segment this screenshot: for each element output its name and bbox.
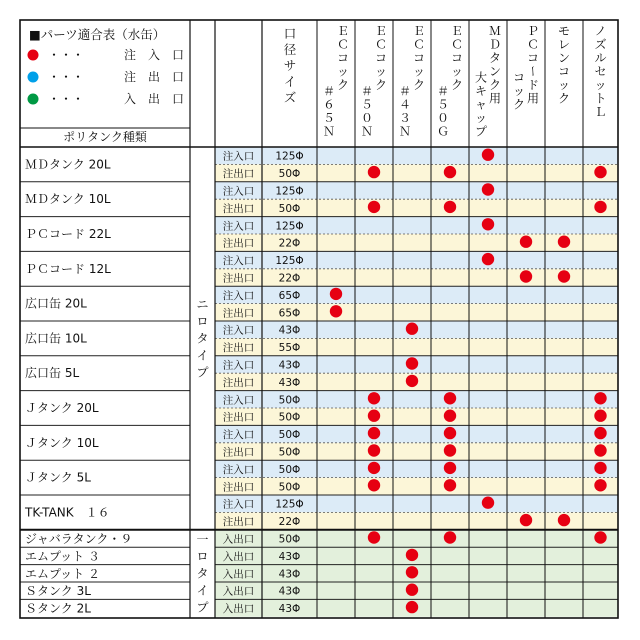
size-label: 125Φ	[275, 498, 304, 511]
fit-dot-icon	[444, 444, 456, 456]
port-label: 注入口	[222, 394, 255, 407]
row-background	[215, 408, 618, 425]
port-label: 注入口	[222, 463, 255, 476]
fit-dot-icon	[406, 601, 418, 613]
header-char: Ｃ	[336, 37, 350, 52]
type-label-char: プ	[196, 600, 209, 615]
port-label: 入出口	[222, 550, 255, 563]
size-label: 125Φ	[275, 220, 304, 233]
header-char: Ｐ	[526, 24, 540, 38]
header-char: コ	[512, 70, 526, 85]
column-header-0-sub	[323, 84, 335, 139]
tank-name: エムプット ３	[25, 549, 100, 564]
size-label: 50Φ	[278, 533, 301, 546]
header-char: ク	[412, 78, 426, 92]
header-char: キ	[474, 84, 488, 99]
row-background	[215, 425, 618, 442]
tank-name: Ｓタンク 2L	[25, 601, 91, 616]
row-background	[215, 199, 618, 216]
row-background	[215, 460, 618, 477]
legend-dot-icon	[28, 50, 39, 61]
size-label: 43Φ	[278, 324, 301, 337]
fit-dot-icon	[406, 549, 418, 561]
header-char: ＃	[436, 84, 450, 99]
type-label-char: ロ	[196, 549, 209, 564]
size-label: 43Φ	[278, 603, 301, 616]
column-header-6	[558, 24, 570, 106]
header-char: ク	[374, 78, 388, 92]
header-char: Ｌ	[594, 105, 607, 119]
header-char: ッ	[512, 84, 526, 99]
type-label-char: タ	[196, 566, 209, 581]
type-label-char: ロ	[196, 314, 209, 329]
fit-dot-icon	[482, 218, 494, 230]
fit-dot-icon	[594, 392, 606, 404]
row-background	[215, 530, 618, 547]
fit-dot-icon	[594, 479, 606, 491]
header-char: Ｄ	[488, 37, 502, 52]
size-label: 50Φ	[278, 202, 301, 215]
size-label: 65Φ	[278, 289, 301, 302]
fit-dot-icon	[406, 357, 418, 369]
header-char: ャ	[474, 97, 488, 112]
row-background	[215, 164, 618, 181]
size-label: 22Φ	[278, 516, 301, 529]
header-char: ン	[557, 51, 571, 65]
fit-dot-icon	[520, 236, 532, 248]
size-column-header	[284, 26, 297, 105]
header-char: プ	[474, 124, 488, 139]
size-label: 43Φ	[278, 376, 301, 389]
size-label: 50Φ	[278, 463, 301, 476]
fit-dot-icon	[330, 305, 342, 317]
header-char: ク	[450, 78, 464, 92]
fit-dot-icon	[520, 514, 532, 526]
header-char: Ｎ	[322, 124, 336, 139]
header-char: ッ	[336, 64, 350, 79]
header-char: コ	[336, 51, 350, 65]
size-label: 50Φ	[278, 394, 301, 407]
header-char: モ	[557, 24, 571, 38]
tank-name: Ｓタンク 3L	[25, 584, 91, 599]
size-label: 50Φ	[278, 411, 301, 424]
type-label-0	[196, 297, 208, 379]
fit-dot-icon	[594, 201, 606, 213]
column-header-2-sub	[399, 84, 411, 139]
fit-dot-icon	[594, 166, 606, 178]
size-label: 65Φ	[278, 307, 301, 320]
tank-name: ジャバラタンク・９	[25, 532, 133, 546]
fit-dot-icon	[444, 427, 456, 439]
header-char: Ｅ	[450, 24, 464, 38]
header-char: Ｃ	[412, 37, 426, 52]
row-background	[215, 338, 618, 355]
fit-dot-icon	[558, 236, 570, 248]
header-char: Ｎ	[360, 124, 374, 139]
legend-dots: ・・・	[48, 70, 85, 84]
fit-dot-icon	[406, 375, 418, 387]
port-label: 注出口	[222, 307, 255, 320]
tank-name: Ｊタンク 10L	[25, 435, 99, 450]
fit-dot-icon	[444, 479, 456, 491]
legend-dots: ・・・	[48, 48, 85, 62]
port-label: 注出口	[222, 411, 255, 424]
size-label: 43Φ	[278, 568, 301, 581]
row-background	[215, 269, 618, 286]
tank-name: Ｊタンク 5L	[25, 470, 91, 485]
column-header-1	[375, 24, 387, 92]
header-char: 大	[474, 70, 488, 85]
column-header-0	[337, 24, 349, 92]
header-char: サ	[283, 58, 297, 73]
row-background	[215, 391, 618, 408]
header-char: 口	[283, 26, 297, 41]
port-label: 注出口	[222, 342, 255, 355]
header-char: ッ	[450, 64, 464, 79]
header-char: ズ	[594, 37, 607, 52]
header-char: 用	[488, 91, 502, 106]
fit-dot-icon	[406, 566, 418, 578]
size-label: 43Φ	[278, 550, 301, 563]
fit-dot-icon	[368, 444, 380, 456]
header-char: ク	[488, 78, 502, 92]
port-label: 入出口	[222, 603, 255, 616]
port-label: 注入口	[222, 359, 255, 372]
row-background	[215, 443, 618, 460]
type-label-char: イ	[196, 583, 209, 598]
row-background	[215, 478, 618, 495]
fit-dot-icon	[594, 410, 606, 422]
fit-dot-icon	[406, 584, 418, 596]
legend-dots: ・・・	[48, 92, 85, 106]
port-label: 注出口	[222, 202, 255, 215]
port-label: 注入口	[222, 220, 255, 233]
tank-name: ＰＣコード 22L	[25, 227, 111, 241]
port-label: 注入口	[222, 255, 255, 268]
header-char: ン	[488, 64, 502, 79]
port-label: 注入口	[222, 185, 255, 198]
port-label: 注入口	[222, 324, 255, 337]
header-char: ５	[322, 111, 336, 126]
fit-dot-icon	[594, 462, 606, 474]
size-label: 22Φ	[278, 272, 301, 285]
legend-label: 入 出 口	[123, 92, 184, 106]
header-char: コ	[557, 64, 571, 79]
header-char: Ｅ	[336, 24, 350, 38]
size-label: 125Φ	[275, 185, 304, 198]
fit-dot-icon	[444, 462, 456, 474]
tank-name: 広口缶 20L	[25, 296, 87, 311]
legend-dot-icon	[28, 94, 39, 105]
type-label-char: プ	[196, 365, 209, 380]
legend-label: 注 出 口	[123, 70, 184, 84]
header-char: ノ	[594, 24, 607, 38]
fit-dot-icon	[368, 166, 380, 178]
column-header-3-sub	[437, 84, 449, 139]
header-char: ４	[398, 97, 412, 112]
header-char: コ	[374, 51, 388, 65]
type-label-char: ニ	[196, 297, 209, 312]
column-header-1-sub	[361, 84, 373, 139]
port-label: 注出口	[222, 376, 255, 389]
size-label: 50Φ	[278, 429, 301, 442]
header-char: ル	[594, 51, 607, 65]
column-header-2	[413, 24, 425, 92]
header-char: ０	[436, 111, 450, 126]
column-header-3	[451, 24, 463, 92]
tank-name: ＰＣコード 12L	[25, 261, 111, 276]
fit-dot-icon	[368, 410, 380, 422]
row-background	[215, 304, 618, 321]
fit-dot-icon	[368, 427, 380, 439]
column-header-5	[526, 24, 540, 106]
size-label: 125Φ	[275, 255, 304, 268]
legend-dot-icon	[28, 72, 39, 83]
size-label: 22Φ	[278, 237, 301, 250]
type-label-char: タ	[196, 331, 209, 346]
header-char: コ	[450, 51, 464, 65]
size-label: 43Φ	[278, 585, 301, 598]
size-label: 43Φ	[278, 359, 301, 372]
table-title: ■パーツ適合表（水缶）	[29, 27, 166, 42]
fit-dot-icon	[558, 270, 570, 282]
header-char: コ	[412, 51, 426, 65]
fit-dot-icon	[444, 531, 456, 543]
header-char: Ｎ	[398, 124, 412, 139]
size-label: 50Φ	[278, 481, 301, 494]
port-label: 注出口	[222, 446, 255, 459]
tank-name: ＭＤタンク 20L	[25, 157, 111, 172]
tank-name: TK-TANK １６	[25, 505, 110, 520]
header-char: ＃	[360, 84, 374, 99]
port-label: 入出口	[222, 585, 255, 598]
fit-dot-icon	[330, 288, 342, 300]
fit-dot-icon	[482, 253, 494, 265]
column-header-4	[489, 24, 501, 106]
tank-name: エムプット ２	[25, 566, 100, 581]
column-header-7	[594, 24, 606, 119]
header-char: ト	[594, 91, 607, 106]
header-char: ３	[398, 111, 412, 126]
header-char: ド	[526, 78, 540, 92]
port-label: 注出口	[222, 481, 255, 494]
port-label: 注出口	[222, 516, 255, 529]
header-char: ＃	[322, 84, 336, 99]
fit-dot-icon	[444, 410, 456, 422]
header-char: ５	[360, 97, 374, 112]
type-label-char: イ	[196, 348, 209, 363]
fit-dot-icon	[368, 531, 380, 543]
header-char: 径	[283, 42, 297, 57]
fit-dot-icon	[406, 323, 418, 335]
header-char: ク	[336, 78, 350, 92]
fit-dot-icon	[368, 392, 380, 404]
header-char: Ｅ	[412, 24, 426, 38]
size-label: 125Φ	[275, 150, 304, 163]
header-char: セ	[594, 64, 607, 79]
port-label: 注入口	[222, 429, 255, 442]
header-char: Ｇ	[436, 124, 450, 139]
column-header-4-sub	[475, 70, 487, 139]
header-char: ６	[322, 97, 336, 112]
header-char: Ｍ	[488, 24, 502, 38]
port-label: 注入口	[222, 498, 255, 511]
port-label: 注出口	[222, 237, 255, 250]
header-char: ５	[436, 97, 450, 112]
fit-dot-icon	[482, 497, 494, 509]
header-char: ー	[525, 65, 540, 78]
header-char: ズ	[283, 90, 297, 105]
fit-dot-icon	[520, 270, 532, 282]
header-char: レ	[557, 37, 571, 52]
type-label-1	[196, 532, 208, 614]
port-label: 注出口	[222, 168, 255, 181]
header-char: Ｅ	[374, 24, 388, 38]
row-background	[215, 234, 618, 251]
header-char: ０	[360, 111, 374, 126]
tank-name: 広口缶 10L	[25, 331, 87, 346]
size-label: 50Φ	[278, 168, 301, 181]
port-label: 注入口	[222, 289, 255, 302]
header-char: 用	[526, 91, 540, 106]
fit-dot-icon	[482, 149, 494, 161]
header-char: Ｃ	[450, 37, 464, 52]
header-char: ク	[557, 91, 571, 106]
tank-name: 広口缶 5L	[25, 366, 80, 381]
header-char: イ	[283, 74, 297, 89]
header-char: ＃	[398, 84, 412, 99]
fit-dot-icon	[594, 427, 606, 439]
row-background	[215, 512, 618, 529]
header-char: Ｃ	[526, 37, 540, 52]
header-char: コ	[526, 51, 540, 65]
fit-dot-icon	[594, 531, 606, 543]
header-char: ッ	[557, 78, 571, 92]
port-label: 入出口	[222, 568, 255, 581]
port-label: 注出口	[222, 272, 255, 285]
type-label-char: 一	[196, 532, 209, 547]
row-background	[215, 286, 618, 303]
tank-name: Ｊタンク 20L	[25, 401, 99, 415]
legend-label: 注 入 口	[123, 48, 184, 62]
header-char: Ｃ	[374, 37, 388, 52]
fit-dot-icon	[482, 183, 494, 195]
header-char: タ	[488, 51, 502, 65]
fit-dot-icon	[368, 462, 380, 474]
port-label: 入出口	[222, 533, 255, 546]
size-label: 50Φ	[278, 446, 301, 459]
header-char: ク	[512, 97, 526, 112]
fit-dot-icon	[368, 201, 380, 213]
fit-dot-icon	[594, 444, 606, 456]
size-label: 55Φ	[278, 342, 301, 355]
fit-dot-icon	[368, 479, 380, 491]
header-char: ッ	[374, 64, 388, 79]
fit-dot-icon	[444, 201, 456, 213]
tank-name: ＭＤタンク 10L	[25, 192, 111, 207]
port-label: 注入口	[222, 150, 255, 163]
header-char: ッ	[474, 111, 488, 126]
fit-dot-icon	[444, 166, 456, 178]
column-header-5-sub	[513, 71, 525, 112]
header-char: ッ	[594, 78, 607, 92]
tank-type-header: ポリタンク種類	[63, 130, 147, 144]
header-char: ッ	[412, 64, 426, 79]
fit-dot-icon	[444, 392, 456, 404]
fit-dot-icon	[558, 514, 570, 526]
